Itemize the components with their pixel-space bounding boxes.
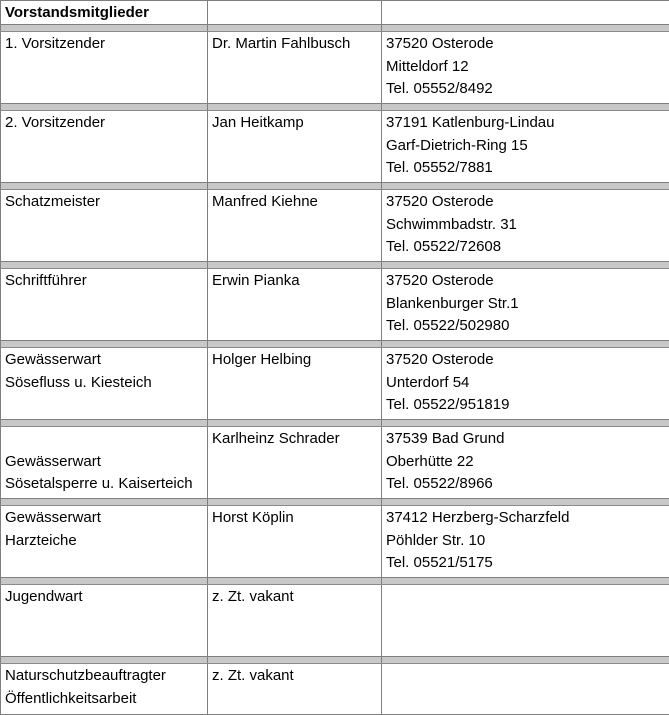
address-city: 37412 Herzberg-Scharzfeld [386, 507, 665, 530]
member-row-naturschutz [1, 664, 669, 715]
address-city: 37191 Katlenburg-Lindau [386, 112, 665, 135]
role-cell[interactable] [1, 585, 208, 657]
name-cell[interactable]: Horst Köplin [208, 506, 382, 578]
row-separator [1, 420, 669, 427]
role-cell[interactable] [1, 664, 208, 715]
address-city: 37520 Osterode [386, 349, 665, 372]
address-city: 37520 Osterode [386, 191, 665, 214]
member-row-2-vorsitzender [1, 111, 669, 183]
role-cell[interactable] [1, 32, 208, 104]
address-city: 37520 Osterode [386, 270, 665, 293]
role-line: Gewässerwart [5, 507, 203, 530]
address-city: 37539 Bad Grund [386, 428, 665, 451]
address-cell[interactable] [382, 585, 669, 657]
address-cell[interactable] [382, 506, 669, 578]
member-row-1-vorsitzender [1, 32, 669, 104]
address-street: Oberhütte 22 [386, 451, 665, 474]
role-line: Gewässerwart [5, 451, 203, 474]
row-separator [1, 183, 669, 190]
address-street: Unterdorf 54 [386, 372, 665, 395]
role-line: 2. Vorsitzender [5, 112, 203, 135]
name-cell[interactable]: Jan Heitkamp [208, 111, 382, 183]
role-cell[interactable] [1, 111, 208, 183]
row-separator [1, 499, 669, 506]
name-cell[interactable]: z. Zt. vakant [208, 664, 382, 715]
address-cell[interactable] [382, 190, 669, 262]
role-cell[interactable] [1, 190, 208, 262]
address-street: Schwimmbadstr. 31 [386, 214, 665, 237]
address-phone: Tel. 05522/72608 [386, 236, 665, 259]
member-row-schriftfuehrer [1, 269, 669, 341]
member-row-gewaesserwart-soesetalsperre [1, 427, 669, 499]
role-line: Naturschutzbeauftragter [5, 665, 203, 688]
address-street: Mitteldorf 12 [386, 56, 665, 79]
address-cell[interactable] [382, 111, 669, 183]
role-cell[interactable] [1, 506, 208, 578]
member-row-gewaesserwart-soesefluss [1, 348, 669, 420]
role-detail-line: Harzteiche [5, 530, 203, 553]
row-separator [1, 262, 669, 269]
name-cell[interactable]: Erwin Pianka [208, 269, 382, 341]
header-row [1, 1, 669, 25]
role-line: Gewässerwart [5, 349, 203, 372]
address-cell[interactable] [382, 664, 669, 715]
address-phone: Tel. 05522/8966 [386, 473, 665, 496]
row-separator [1, 104, 669, 111]
header-empty-cell[interactable] [382, 1, 669, 25]
name-cell[interactable]: Dr. Martin Fahlbusch [208, 32, 382, 104]
name-cell[interactable]: Holger Helbing [208, 348, 382, 420]
name-cell[interactable]: z. Zt. vakant [208, 585, 382, 657]
header-empty-cell[interactable] [208, 1, 382, 25]
row-separator [1, 25, 669, 32]
address-cell[interactable] [382, 427, 669, 499]
address-cell[interactable] [382, 348, 669, 420]
member-row-gewaesserwart-harzteiche [1, 506, 669, 578]
row-separator [1, 578, 669, 585]
address-cell[interactable] [382, 32, 669, 104]
address-cell[interactable] [382, 269, 669, 341]
address-phone: Tel. 05552/7881 [386, 157, 665, 180]
address-street: Pöhlder Str. 10 [386, 530, 665, 553]
row-separator [1, 657, 669, 664]
role-line: Schatzmeister [5, 191, 203, 214]
role-cell[interactable] [1, 348, 208, 420]
address-street: Blankenburger Str.1 [386, 293, 665, 316]
role-detail-line: Sösetalsperre u. Kaiserteich [5, 473, 203, 496]
role-detail-line: Öffentlichkeitsarbeit [5, 688, 203, 711]
address-phone: Tel. 05521/5175 [386, 552, 665, 575]
row-separator [1, 341, 669, 348]
address-phone: Tel. 05522/951819 [386, 394, 665, 417]
role-cell[interactable] [1, 269, 208, 341]
table-title[interactable]: Vorstandsmitglieder [1, 1, 208, 25]
role-line: 1. Vorsitzender [5, 33, 203, 56]
role-spacer [5, 428, 203, 451]
role-detail-line: Sösefluss u. Kiesteich [5, 372, 203, 395]
name-cell[interactable]: Manfred Kiehne [208, 190, 382, 262]
address-phone: Tel. 05552/8492 [386, 78, 665, 101]
role-line: Schriftführer [5, 270, 203, 293]
role-line: Jugendwart [5, 586, 203, 609]
name-cell[interactable]: Karlheinz Schrader [208, 427, 382, 499]
address-city: 37520 Osterode [386, 33, 665, 56]
member-row-jugendwart [1, 585, 669, 657]
address-street: Garf-Dietrich-Ring 15 [386, 135, 665, 158]
address-phone: Tel. 05522/502980 [386, 315, 665, 338]
role-cell[interactable] [1, 427, 208, 499]
member-row-schatzmeister [1, 190, 669, 262]
